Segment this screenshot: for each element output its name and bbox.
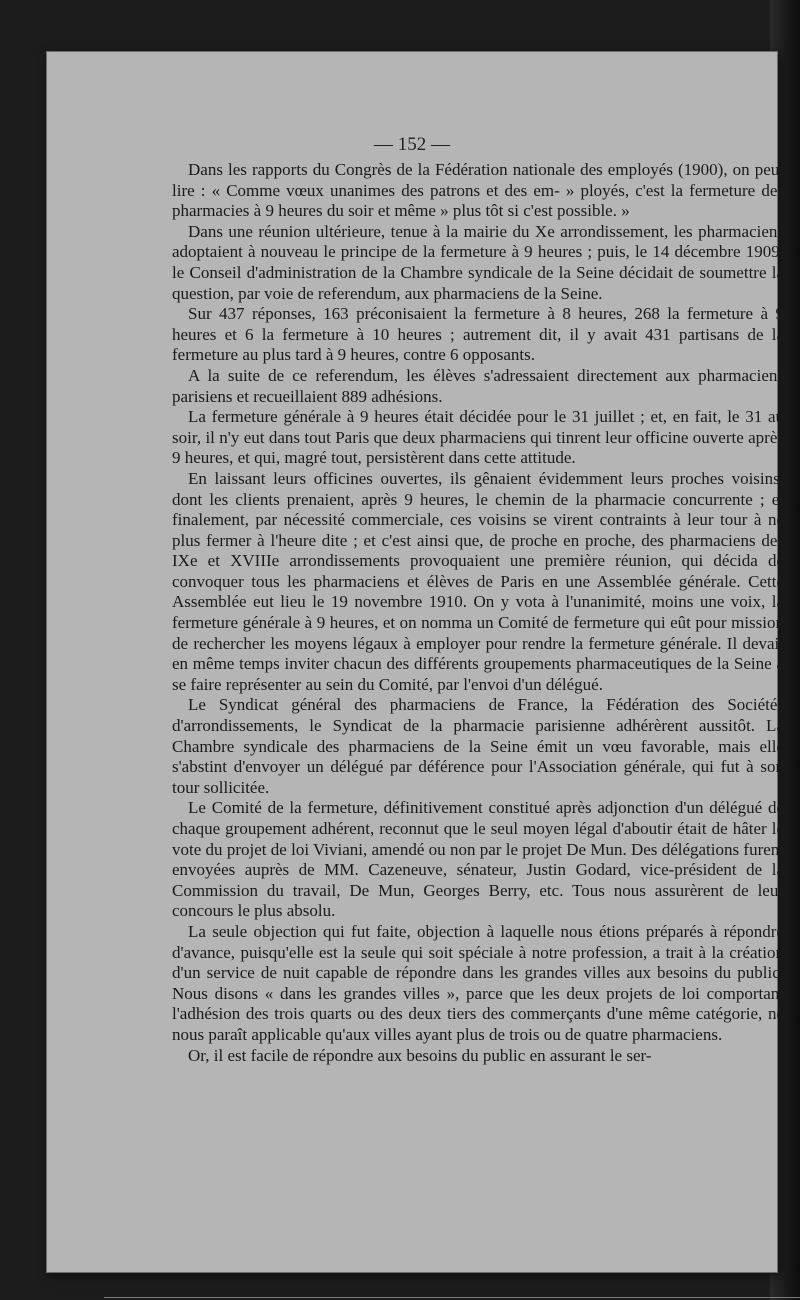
paragraph: Le Syndicat général des pharmaciens de France, la Fédération des Sociétés d'arrondissements, le Syndicat de la pharmacie parisienne adhérèrent aussitôt. La Chambre syndicale des pharmaciens de la Seine émit un vœu favorable, mais elle s'abstint d'envoyer un délégué par déférence pour l'Association générale, qui fut à son tour sollicitée. — [172, 695, 784, 797]
book-page — [47, 52, 784, 1272]
paragraph: En laissant leurs officines ouvertes, ils gênaient évidemment leurs proches voisins, dont les clients prenaient, après 9 heures, le chemin de la pharmacie concurrente ; et finalement, par nécessité commerciale, ces voisins se virent contraints à leur tour à ne plus fermer à l'heure dite ; et c'est ainsi que, de proche en proche, des pharmaciens des IXe et XVIIIe arrondissements provoquaient une première réunion, qui décida de convoquer tous les pharmaciens et élèves de Paris en une Assemblée générale. Cette Assemblée eut lieu le 19 novembre 1910. On y vota à l'unanimité, moins une voix, la fermeture générale à 9 heures, et on nomma un Comité de fermeture qui eût pour mission de rechercher les moyens légaux à employer pour rendre la fermeture générale. Il devait en même temps inviter chacun des différents groupements pharmaceutiques de la Seine à se faire représenter au sein du Comité, par l'envoi d'un délégué. — [172, 468, 784, 694]
paragraph: Dans les rapports du Congrès de la Fédération nationale des employés (1900), on peut lire : « Comme vœux unanimes des patrons et des em- » ployés, c'est la fermeture des pharmacies à 9 heures du soir et même » plus tôt si c'est possible. » — [172, 160, 784, 221]
page-number: — 152 — — [374, 134, 450, 155]
body-text — [172, 160, 784, 1066]
bottom-rule — [104, 1297, 800, 1298]
paragraph: La seule objection qui fut faite, objection à laquelle nous étions préparés à répondre d'avance, puisqu'elle est la seule qui soit spéciale à notre profession, a trait à la création d'un service de nuit capable de répondre dans les grandes villes aux besoins du public. Nous disons « dans les grandes villes », parce que les deux projets de loi comportant l'adhésion des trois quarts ou des deux tiers des commerçants d'une même catégorie, ne nous paraît applicable qu'aux villes ayant plus de trois ou de quatre pharmaciens. — [172, 921, 784, 1044]
paragraph: La fermeture générale à 9 heures était décidée pour le 31 juillet ; et, en fait, le 31 au soir, il n'y eut dans tout Paris que deux pharmaciens qui tinrent leur officine ouverte après 9 heures, et qui, magré tout, persistèrent dans cette attitude. — [172, 407, 784, 468]
paragraph: Sur 437 réponses, 163 préconisaient la fermeture à 8 heures, 268 la fermeture à 9 heures et 6 la fermeture à 10 heures ; autrement dit, il y avait 431 partisans de la fermeture au plus tard à 9 heures, contre 6 opposants. — [172, 304, 784, 365]
paragraph: Or, il est facile de répondre aux besoins du public en assurant le ser- — [188, 1045, 652, 1065]
paragraph: Dans une réunion ultérieure, tenue à la mairie du Xe arrondissement, les pharmaciens adoptaient à nouveau le principe de la fermeture à 9 heures ; puis, le 14 décembre 1909, le Conseil d'administration de la Chambre syndicale de la Seine décidait de soumettre la question, par voie de referendum, aux pharmaciens de la Seine. — [172, 221, 784, 303]
paragraph: A la suite de ce referendum, les élèves s'adressaient directement aux pharmaciens parisiens et recueillaient 889 adhésions. — [172, 365, 784, 406]
paragraph: Le Comité de la fermeture, définitivement constitué après adjonction d'un délégué de chaque groupement adhérent, reconnut que le seul moyen légal d'aboutir était de hâter le vote du projet de loi Viviani, amendé ou non par le projet De Mun. Des délégations furent envoyées auprès de MM. Cazeneuve, sénateur, Justin Godard, vice-président de la Commission du travail, De Mun, Georges Berry, etc. Tous nous assurèrent de leur concours le plus absolu. — [172, 798, 784, 921]
